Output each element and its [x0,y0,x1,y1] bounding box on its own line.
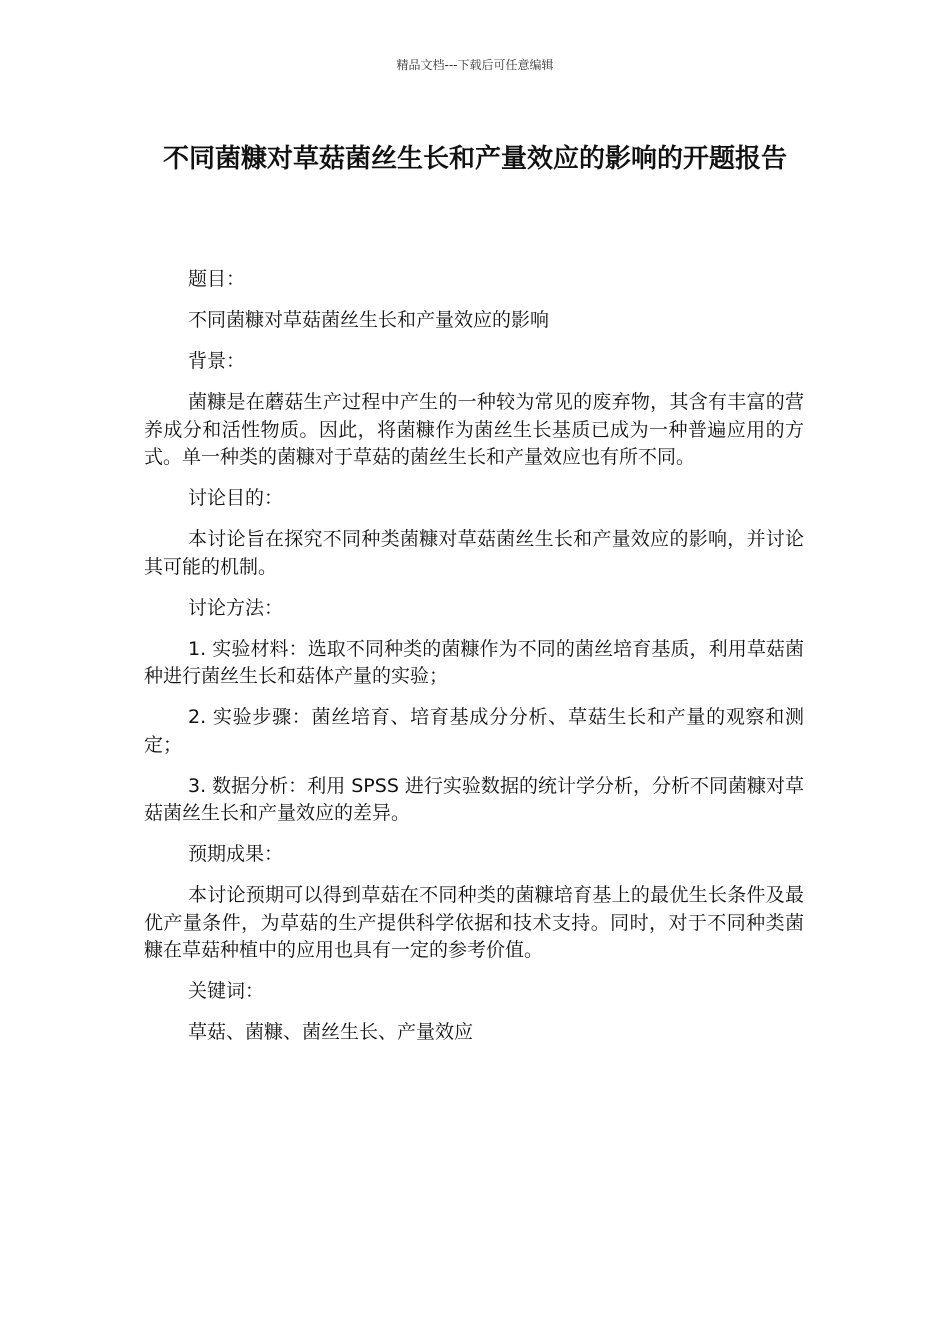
purpose-label: 讨论目的： [188,487,284,509]
results-label: 预期成果： [188,843,284,865]
method-item-1: 1. 实验材料：选取不同种类的菌糠作为不同的菌丝培育基质，利用草菇菌种进行菌丝生长和菇体产量的实验； [144,637,804,687]
results-text: 本讨论预期可以得到草菇在不同种类的菌糠培育基上的最优生长条件及最优产量条件，为草菇的生产提供科学依据和技术支持。同时，对于不同种类菌糠在草菇种植中的应用也具有一定的参考价值。 [144,884,804,961]
keywords-label: 关键词： [188,980,265,1002]
method-label: 讨论方法： [188,596,284,619]
purpose-text: 本讨论旨在探究不同种类菌糠对草菇菌丝生长和产量效应的影响，并讨论其可能的机制。 [144,528,804,578]
keywords-text: 草菇、菌糠、菌丝生长、产量效应 [188,1021,474,1043]
background-label: 背景： [188,350,246,372]
topic-text: 不同菌糠对草菇菌丝生长和产量效应的影响 [188,309,550,331]
topic-label: 题目： [188,268,246,290]
method-item-3: 3. 数据分析：利用 SPSS 进行实验数据的统计学分析，分析不同菌糠对草菇菌丝生长和产量效应的差异。 [144,774,804,824]
method-item-2: 2. 实验步骤：菌丝培育、培育基成分分析、草菇生长和产量的观察和测定； [144,706,804,756]
document-title: 不同菌糠对草菇菌丝生长和产量效应的影响的开题报告 [162,144,787,174]
header-note: 精品文档---下载后可任意编辑 [396,58,554,72]
document-body [144,266,804,1047]
background-text: 菌糠是在蘑菇生产过程中产生的一种较为常见的废弃物，其含有丰富的营养成分和活性物质。因此，将菌糠作为菌丝生长基质已成为一种普遍应用的方式。单一种类的菌糠对于草菇的菌丝生长和产量效应也有所不同。 [144,391,804,468]
